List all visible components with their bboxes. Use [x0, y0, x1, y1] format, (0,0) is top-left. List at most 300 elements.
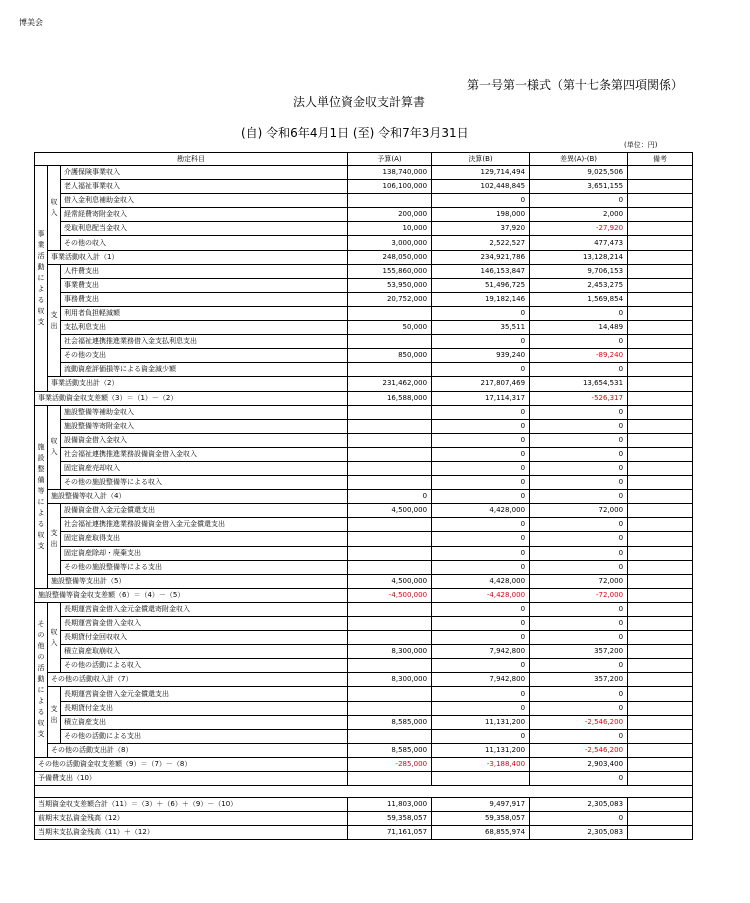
note-cell [628, 588, 693, 602]
subtotal-row [35, 673, 693, 687]
budget-cell [348, 194, 432, 208]
subtotal-row [35, 743, 693, 757]
table-row [35, 617, 693, 631]
diff-cell: 0 [530, 363, 628, 377]
note-cell [628, 180, 693, 194]
budget-cell: 8,585,000 [348, 715, 432, 729]
budget-cell: 0 [348, 490, 432, 504]
note-cell [628, 166, 693, 180]
actual-cell: 0 [432, 701, 530, 715]
budget-cell [348, 701, 432, 715]
item-label: その他の活動による収入 [61, 659, 348, 673]
diff-cell: 1,569,854 [530, 292, 628, 306]
actual-cell: 0 [432, 490, 530, 504]
diff-cell: 0 [530, 335, 628, 349]
budget-cell: 11,803,000 [348, 798, 432, 812]
item-label: その他の収入 [61, 236, 348, 250]
budget-cell: 200,000 [348, 208, 432, 222]
budget-cell: 248,050,000 [348, 250, 432, 264]
balance-label: 事業活動資金収支差額（3）＝（1）－（2） [35, 391, 348, 405]
table-row [35, 222, 693, 236]
fiscal-period: (自) 令和6年4月1日 (至) 令和7年3月31日 [241, 126, 469, 140]
note-cell [628, 433, 693, 447]
budget-cell: 850,000 [348, 349, 432, 363]
income-label: 収 入 [48, 405, 61, 490]
table-row [35, 476, 693, 490]
budget-cell [348, 476, 432, 490]
diff-cell: 0 [530, 447, 628, 461]
form-number: 第一号第一様式（第十七条第四項関係） [467, 78, 684, 92]
budget-cell: 16,588,000 [348, 391, 432, 405]
spacer-cell [35, 786, 693, 798]
spacer-row [35, 786, 693, 798]
table-row [35, 335, 693, 349]
budget-cell: 138,740,000 [348, 166, 432, 180]
item-label: 事業費支出 [61, 278, 348, 292]
item-label: 経常経費寄附金収入 [61, 208, 348, 222]
item-label: 固定資産取得支出 [61, 532, 348, 546]
diff-cell: 0 [530, 772, 628, 786]
item-label: 人件費支出 [61, 264, 348, 278]
diff-cell: 3,651,155 [530, 180, 628, 194]
item-label: 社会福祉連携推進業務設備資金借入金収入 [61, 447, 348, 461]
diff-cell: 0 [530, 490, 628, 504]
table-row [35, 264, 693, 278]
budget-cell: 10,000 [348, 222, 432, 236]
budget-cell [348, 772, 432, 786]
budget-cell: 4,500,000 [348, 504, 432, 518]
table-row [35, 729, 693, 743]
item-label: 長期運営資金借入金収入 [61, 617, 348, 631]
item-label: 借入金利息補助金収入 [61, 194, 348, 208]
note-cell [628, 461, 693, 475]
budget-cell: 53,950,000 [348, 278, 432, 292]
budget-cell [348, 532, 432, 546]
expense-label: 支 出 [48, 504, 61, 574]
actual-cell: 234,921,786 [432, 250, 530, 264]
actual-cell: 146,153,847 [432, 264, 530, 278]
budget-cell: 231,462,000 [348, 377, 432, 391]
budget-cell [348, 447, 432, 461]
note-cell [628, 349, 693, 363]
item-label: その他の支出 [61, 349, 348, 363]
item-label: 社会福祉連携推進業務借入金支払利息支出 [61, 335, 348, 349]
budget-cell: 8,300,000 [348, 673, 432, 687]
actual-cell: 19,182,146 [432, 292, 530, 306]
cash-flow-table [34, 152, 693, 840]
budget-cell [348, 687, 432, 701]
note-cell [628, 518, 693, 532]
actual-cell: 0 [432, 729, 530, 743]
actual-cell: 0 [432, 560, 530, 574]
actual-cell: -3,188,400 [432, 757, 530, 771]
other-section-label: そ の 他 の 活 動 に よ る 収 支 [35, 602, 48, 757]
note-cell [628, 560, 693, 574]
diff-cell: 0 [530, 405, 628, 419]
unit-label: (単位：円) [624, 141, 658, 149]
actual-cell [432, 772, 530, 786]
item-label: 長期運営資金借入金元金償還寄附金収入 [61, 602, 348, 616]
organization-name: 博美会 [19, 18, 43, 27]
budget-cell: 4,500,000 [348, 574, 432, 588]
item-label: 事務費支出 [61, 292, 348, 306]
note-cell [628, 236, 693, 250]
diff-cell: 13,128,214 [530, 250, 628, 264]
balance-row [35, 588, 693, 602]
note-cell [628, 743, 693, 757]
diff-cell: 477,473 [530, 236, 628, 250]
note-cell [628, 264, 693, 278]
actual-cell: 939,240 [432, 349, 530, 363]
note-cell [628, 757, 693, 771]
note-cell [628, 812, 693, 826]
actual-cell: 0 [432, 419, 530, 433]
note-cell [628, 602, 693, 616]
closing-balance-row [35, 826, 693, 840]
budget-cell: 106,100,000 [348, 180, 432, 194]
item-label: 積立資産取崩収入 [61, 645, 348, 659]
table-row [35, 194, 693, 208]
table-row [35, 447, 693, 461]
item-label: 社会福祉連携推進業務設備資金借入金元金償還支出 [61, 518, 348, 532]
table-row [35, 560, 693, 574]
note-cell [628, 335, 693, 349]
note-cell [628, 363, 693, 377]
note-cell [628, 405, 693, 419]
actual-cell: -4,428,000 [432, 588, 530, 602]
diff-cell: -2,546,200 [530, 743, 628, 757]
note-cell [628, 292, 693, 306]
diff-cell: 2,305,083 [530, 826, 628, 840]
actual-cell: 0 [432, 447, 530, 461]
item-label: 長期貸付金回収収入 [61, 631, 348, 645]
table-row [35, 180, 693, 194]
reserve-row [35, 772, 693, 786]
note-cell [628, 194, 693, 208]
diff-cell: 0 [530, 659, 628, 673]
balance-row [35, 757, 693, 771]
diff-cell: 0 [530, 560, 628, 574]
note-cell [628, 687, 693, 701]
business-section-label: 事 業 活 動 に よ る 収 支 [35, 166, 48, 392]
diff-cell: 2,903,400 [530, 757, 628, 771]
expense-label: 支 出 [48, 264, 61, 377]
diff-cell: 0 [530, 602, 628, 616]
budget-cell: 8,585,000 [348, 743, 432, 757]
actual-cell: 2,522,527 [432, 236, 530, 250]
actual-cell: 9,497,917 [432, 798, 530, 812]
table-row [35, 518, 693, 532]
table-row [35, 645, 693, 659]
budget-cell: 3,000,000 [348, 236, 432, 250]
note-cell [628, 391, 693, 405]
diff-cell: 0 [530, 617, 628, 631]
diff-cell: 0 [530, 687, 628, 701]
actual-cell: 0 [432, 659, 530, 673]
diff-cell: 0 [530, 419, 628, 433]
note-cell [628, 617, 693, 631]
budget-cell [348, 335, 432, 349]
note-cell [628, 377, 693, 391]
item-label: 設備資金借入金収入 [61, 433, 348, 447]
note-cell [628, 222, 693, 236]
table-row [35, 504, 693, 518]
budget-cell [348, 419, 432, 433]
note-cell [628, 208, 693, 222]
budget-cell [348, 461, 432, 475]
table-row [35, 419, 693, 433]
note-cell [628, 532, 693, 546]
actual-cell: 0 [432, 306, 530, 320]
item-label: 設備資金借入金元金償還支出 [61, 504, 348, 518]
balance-label: その他の活動資金収支差額（9）＝（7）－（8） [35, 757, 348, 771]
actual-cell: 0 [432, 518, 530, 532]
diff-cell: 13,654,531 [530, 377, 628, 391]
item-label: その他の施設整備等による収入 [61, 476, 348, 490]
note-cell [628, 490, 693, 504]
budget-cell [348, 518, 432, 532]
facility-section-label: 施 設 整 備 等 に よ る 収 支 [35, 405, 48, 588]
table-row [35, 306, 693, 320]
actual-cell: 68,855,974 [432, 826, 530, 840]
budget-cell [348, 546, 432, 560]
diff-cell: -2,546,200 [530, 715, 628, 729]
table-row [35, 687, 693, 701]
note-cell [628, 772, 693, 786]
actual-cell: 37,920 [432, 222, 530, 236]
diff-cell: 72,000 [530, 574, 628, 588]
budget-cell [348, 659, 432, 673]
note-cell [628, 250, 693, 264]
table-row [35, 236, 693, 250]
note-cell [628, 546, 693, 560]
budget-cell: 8,300,000 [348, 645, 432, 659]
diff-cell: 0 [530, 546, 628, 560]
note-cell [628, 306, 693, 320]
note-cell [628, 447, 693, 461]
item-label: 利用者負担軽減額 [61, 306, 348, 320]
actual-cell: 51,496,725 [432, 278, 530, 292]
income-label: 収 入 [48, 166, 61, 251]
note-cell [628, 631, 693, 645]
diff-cell: 0 [530, 433, 628, 447]
budget-cell: 50,000 [348, 321, 432, 335]
actual-cell: 0 [432, 687, 530, 701]
diff-cell: 9,025,506 [530, 166, 628, 180]
document-title: 法人単位資金収支計算書 [293, 95, 426, 109]
diff-cell: -89,240 [530, 349, 628, 363]
item-label: 固定資産売却収入 [61, 461, 348, 475]
table-row [35, 546, 693, 560]
subtotal-label: 事業活動収入計（1） [48, 250, 348, 264]
actual-cell: 129,714,494 [432, 166, 530, 180]
budget-cell [348, 306, 432, 320]
budget-cell [348, 560, 432, 574]
note-cell [628, 278, 693, 292]
expense-label: 支 出 [48, 687, 61, 743]
actual-cell: 0 [432, 461, 530, 475]
diff-cell: -27,920 [530, 222, 628, 236]
table-row [35, 461, 693, 475]
subtotal-label: その他の活動支出計（8） [48, 743, 348, 757]
budget-cell [348, 433, 432, 447]
table-row [35, 363, 693, 377]
diff-cell: 0 [530, 461, 628, 475]
item-label: 施設整備等寄附金収入 [61, 419, 348, 433]
budget-cell: -4,500,000 [348, 588, 432, 602]
diff-cell: 0 [530, 476, 628, 490]
diff-cell: 357,200 [530, 645, 628, 659]
diff-cell: -72,000 [530, 588, 628, 602]
diff-cell: 357,200 [530, 673, 628, 687]
diff-cell: 0 [530, 194, 628, 208]
item-label: 施設整備等補助金収入 [61, 405, 348, 419]
net-change-row-label: 当期資金収支差額合計（11）＝（3）＋（6）＋（9）－（10） [35, 798, 348, 812]
budget-cell: 59,358,057 [348, 812, 432, 826]
actual-cell: 0 [432, 405, 530, 419]
table-row [35, 631, 693, 645]
note-cell [628, 476, 693, 490]
budget-cell [348, 729, 432, 743]
opening-balance-row [35, 812, 693, 826]
note-cell [628, 673, 693, 687]
diff-cell: 0 [530, 631, 628, 645]
subtotal-row [35, 574, 693, 588]
table-row [35, 292, 693, 306]
diff-cell: 2,000 [530, 208, 628, 222]
item-label: 介護保険事業収入 [61, 166, 348, 180]
diff-cell: 0 [530, 532, 628, 546]
net-change-row [35, 798, 693, 812]
note-cell [628, 504, 693, 518]
table-row [35, 321, 693, 335]
actual-cell: 0 [432, 433, 530, 447]
table-row [35, 532, 693, 546]
actual-cell: 0 [432, 194, 530, 208]
budget-cell [348, 602, 432, 616]
actual-cell: 17,114,317 [432, 391, 530, 405]
note-cell [628, 701, 693, 715]
note-cell [628, 645, 693, 659]
actual-cell: 7,942,800 [432, 645, 530, 659]
diff-cell: 2,453,275 [530, 278, 628, 292]
diff-cell: 0 [530, 701, 628, 715]
actual-cell: 217,807,469 [432, 377, 530, 391]
item-label: 支払利息支出 [61, 321, 348, 335]
note-cell [628, 729, 693, 743]
balance-row [35, 391, 693, 405]
actual-cell: 0 [432, 476, 530, 490]
header-item: 勘定科目 [35, 153, 348, 166]
item-label: 長期貸付金支出 [61, 701, 348, 715]
actual-cell: 11,131,200 [432, 743, 530, 757]
diff-cell: 9,706,153 [530, 264, 628, 278]
note-cell [628, 798, 693, 812]
actual-cell: 11,131,200 [432, 715, 530, 729]
table-row [35, 278, 693, 292]
note-cell [628, 659, 693, 673]
actual-cell: 0 [432, 631, 530, 645]
item-label: 長期運営資金借入金元金償還支出 [61, 687, 348, 701]
subtotal-label: 施設整備等支出計（5） [48, 574, 348, 588]
table-row [35, 433, 693, 447]
diff-cell: 2,305,083 [530, 798, 628, 812]
actual-cell: 0 [432, 546, 530, 560]
actual-cell: 0 [432, 363, 530, 377]
actual-cell: 4,428,000 [432, 574, 530, 588]
subtotal-label: 施設整備等収入計（4） [48, 490, 348, 504]
note-cell [628, 321, 693, 335]
diff-cell: -526,317 [530, 391, 628, 405]
actual-cell: 59,358,057 [432, 812, 530, 826]
header-budget: 予算(A) [348, 153, 432, 166]
actual-cell: 0 [432, 335, 530, 349]
budget-cell: 20,752,000 [348, 292, 432, 306]
item-label: 積立資産支出 [61, 715, 348, 729]
budget-cell [348, 363, 432, 377]
item-label: 老人福祉事業収入 [61, 180, 348, 194]
table-row [35, 659, 693, 673]
actual-cell: 35,511 [432, 321, 530, 335]
table-row [35, 166, 693, 180]
budget-cell [348, 617, 432, 631]
actual-cell: 0 [432, 602, 530, 616]
note-cell [628, 419, 693, 433]
closing-balance-row-label: 当期末支払資金残高（11）＋（12） [35, 826, 348, 840]
actual-cell: 102,448,845 [432, 180, 530, 194]
table-row [35, 349, 693, 363]
diff-cell: 0 [530, 812, 628, 826]
income-label: 収 入 [48, 602, 61, 672]
actual-cell: 0 [432, 532, 530, 546]
item-label: 受取利息配当金収入 [61, 222, 348, 236]
item-label: その他の施設整備等による支出 [61, 560, 348, 574]
subtotal-label: その他の活動収入計（7） [48, 673, 348, 687]
subtotal-row [35, 250, 693, 264]
item-label: 固定資産除却・廃棄支出 [61, 546, 348, 560]
diff-cell: 0 [530, 306, 628, 320]
note-cell [628, 574, 693, 588]
item-label: その他の活動による支出 [61, 729, 348, 743]
subtotal-label: 事業活動支出計（2） [48, 377, 348, 391]
table-row [35, 405, 693, 419]
diff-cell: 14,489 [530, 321, 628, 335]
note-cell [628, 715, 693, 729]
subtotal-row [35, 490, 693, 504]
budget-cell [348, 631, 432, 645]
budget-cell: -285,000 [348, 757, 432, 771]
header-diff: 差異(A)-(B) [530, 153, 628, 166]
table-row [35, 715, 693, 729]
budget-cell: 71,161,057 [348, 826, 432, 840]
table-row [35, 602, 693, 616]
actual-cell: 198,000 [432, 208, 530, 222]
balance-label: 施設整備等資金収支差額（6）＝（4）－（5） [35, 588, 348, 602]
table-row [35, 208, 693, 222]
header-actual: 決算(B) [432, 153, 530, 166]
reserve-row-label: 予備費支出（10） [35, 772, 348, 786]
subtotal-row [35, 377, 693, 391]
diff-cell: 0 [530, 729, 628, 743]
actual-cell: 0 [432, 617, 530, 631]
opening-balance-row-label: 前期末支払資金残高（12） [35, 812, 348, 826]
budget-cell [348, 405, 432, 419]
header-note: 備考 [628, 153, 693, 166]
actual-cell: 7,942,800 [432, 673, 530, 687]
budget-cell: 155,860,000 [348, 264, 432, 278]
diff-cell: 72,000 [530, 504, 628, 518]
table-row [35, 701, 693, 715]
